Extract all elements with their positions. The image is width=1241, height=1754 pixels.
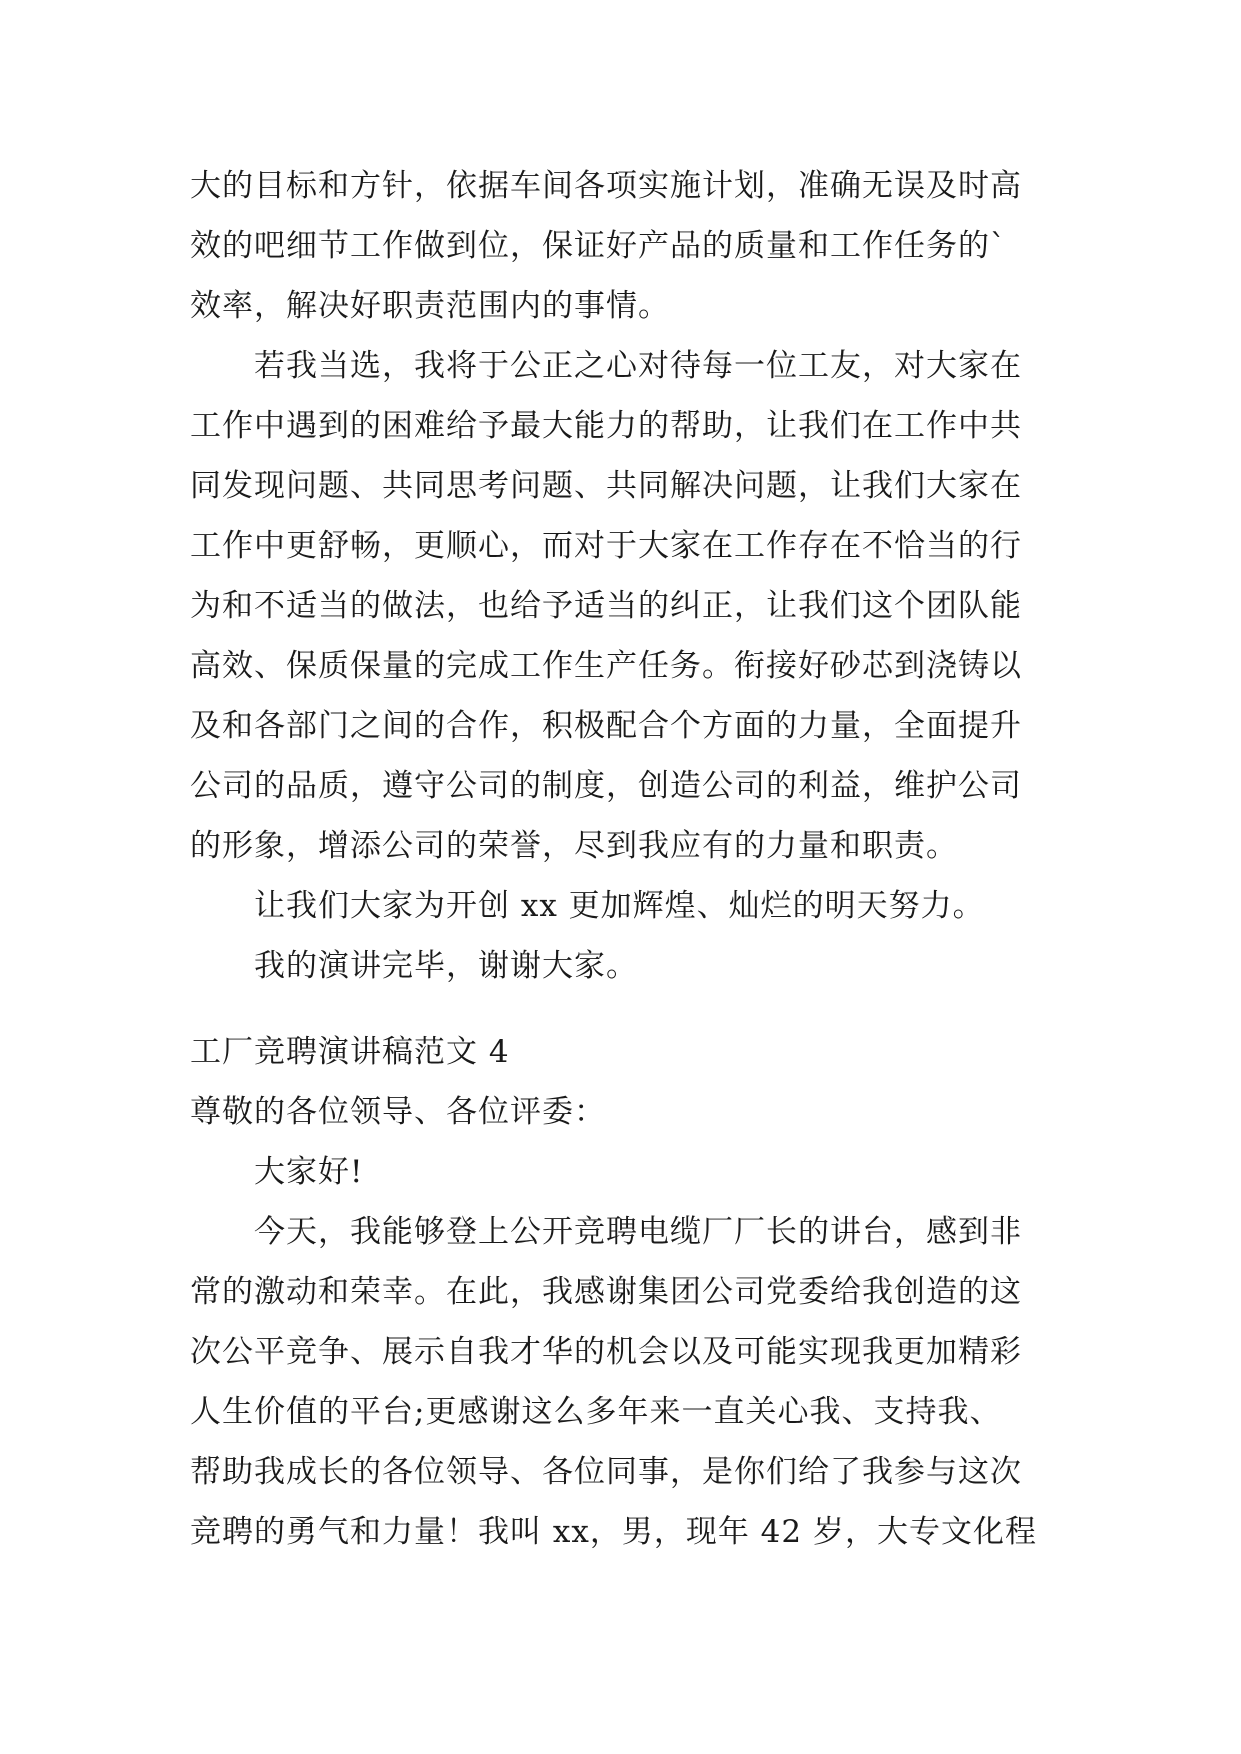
text-line: 的形象，增添公司的荣誉，尽到我应有的力量和职责。: [190, 828, 958, 864]
text-line: 今天，我能够登上公开竞聘电缆厂厂长的讲台，感到非: [254, 1214, 1022, 1250]
salutation: 尊敬的各位领导、各位评委：: [190, 1094, 606, 1130]
text-line: 为和不适当的做法，也给予适当的纠正，让我们这个团队能: [190, 588, 1022, 624]
text-line: 次公平竞争、展示自我才华的机会以及可能实现我更加精彩: [190, 1334, 1022, 1370]
text-line: 及和各部门之间的合作，积极配合个方面的力量，全面提升: [190, 708, 1022, 744]
greeting: 大家好!: [254, 1154, 364, 1190]
paragraph-block-2: [190, 336, 1052, 996]
paragraph-block-3: [190, 1022, 1052, 1562]
text-line: 我的演讲完毕，谢谢大家。: [254, 948, 638, 984]
text-line: 公司的品质，遵守公司的制度，创造公司的利益，维护公司: [190, 768, 1022, 804]
text-line: 若我当选，我将于公正之心对待每一位工友，对大家在: [254, 348, 1022, 384]
text-line: 竞聘的勇气和力量！我叫 xx，男，现年 42 岁，大专文化程: [190, 1514, 1037, 1550]
text-line: 高效、保质保量的完成工作生产任务。衔接好砂芯到浇铸以: [190, 648, 1022, 684]
section-title: 工厂竞聘演讲稿范文 4: [190, 1034, 510, 1070]
text-line: 常的激动和荣幸。在此，我感谢集团公司党委给我创造的这: [190, 1274, 1022, 1310]
text-line: 工作中遇到的困难给予最大能力的帮助，让我们在工作中共: [190, 408, 1022, 444]
text-line: 大的目标和方针，依据车间各项实施计划，准确无误及时高: [190, 168, 1022, 204]
paragraph-block-1: [190, 156, 1052, 336]
text-line: 同发现问题、共同思考问题、共同解决问题，让我们大家在: [190, 468, 1022, 504]
text-line: 人生价值的平台;更感谢这么多年来一直关心我、支持我、: [190, 1394, 1002, 1430]
text-line: 帮助我成长的各位领导、各位同事，是你们给了我参与这次: [190, 1454, 1022, 1490]
text-line: 工作中更舒畅，更顺心，而对于大家在工作存在不恰当的行: [190, 528, 1022, 564]
text-line: 让我们大家为开创 xx 更加辉煌、灿烂的明天努力。: [254, 888, 985, 924]
text-line: 效率，解决好职责范围内的事情。: [190, 288, 670, 324]
text-line: 效的吧细节工作做到位，保证好产品的质量和工作任务的`: [190, 228, 1007, 264]
